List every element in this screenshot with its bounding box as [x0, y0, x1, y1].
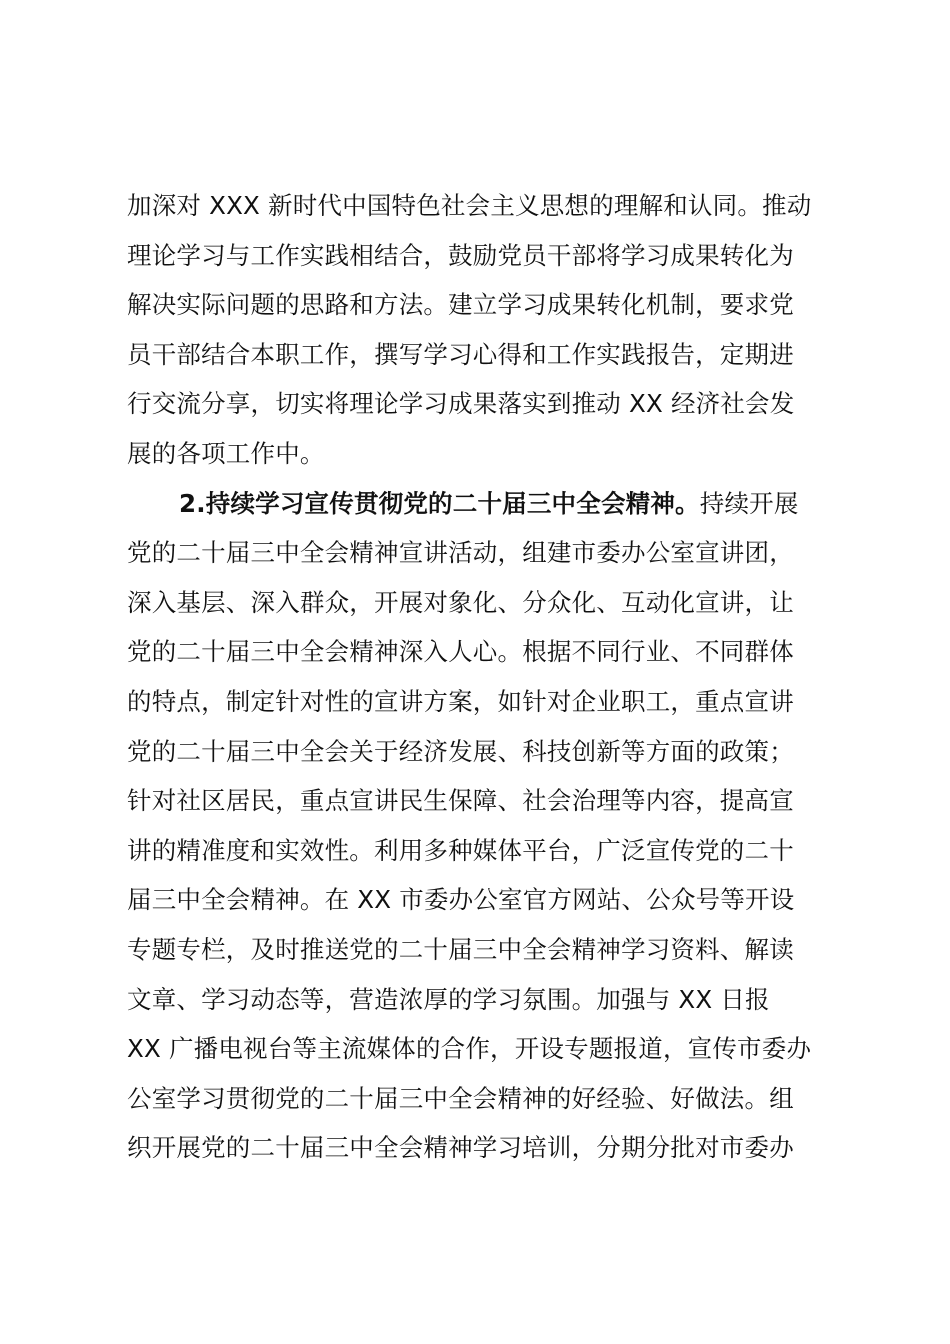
- paragraph-line: 的特点，制定针对性的宣讲方案，如针对企业职工，重点宣讲: [127, 686, 794, 716]
- paragraph-line: 解决实际问题的思路和方法。建立学习成果转化机制，要求党: [127, 290, 794, 320]
- paragraph-line: 理论学习与工作实践相结合，鼓励党员干部将学习成果转化为: [127, 240, 794, 270]
- paragraph-line: 展的各项工作中。: [127, 438, 325, 468]
- paragraph-line: 织开展党的二十届三中全会精神学习培训，分期分批对市委办: [127, 1133, 794, 1163]
- paragraph-line: 文章、学习动态等，营造浓厚的学习氛围。加强与 XX 日报: [127, 984, 770, 1014]
- paragraph-line: 党的二十届三中全会精神深入人心。根据不同行业、不同群体: [127, 637, 794, 667]
- paragraph-line: 公室学习贯彻党的二十届三中全会精神的好经验、好做法。组: [127, 1083, 794, 1113]
- body-text: [127, 181, 837, 1173]
- paragraph-line: 届三中全会精神。在 XX 市委办公室官方网站、公众号等开设: [127, 885, 795, 915]
- paragraph-line: 员干部结合本职工作，撰写学习心得和工作实践报告，定期进: [127, 339, 794, 369]
- paragraph-line: 深入基层、深入群众，开展对象化、分众化、互动化宣讲，让: [127, 587, 794, 617]
- paragraph-first-line: [127, 479, 837, 529]
- paragraph-line: 针对社区居民，重点宣讲民生保障、社会治理等内容，提高宣: [127, 786, 794, 816]
- paragraph-line: 专题专栏，及时推送党的二十届三中全会精神学习资料、解读: [127, 934, 794, 964]
- paragraph-line: 讲的精准度和实效性。利用多种媒体平台，广泛宣传党的二十: [127, 835, 794, 865]
- section-heading: 2.持续学习宣传贯彻党的二十届三中全会精神。: [179, 488, 700, 518]
- heading-continuation: 持续开展: [699, 488, 799, 518]
- paragraph-2: [127, 479, 837, 1173]
- paragraph-line: 党的二十届三中全会精神宣讲活动，组建市委办公室宣讲团，: [127, 538, 794, 568]
- paragraph-line: 行交流分享，切实将理论学习成果落实到推动 XX 经济社会发: [127, 389, 795, 419]
- paragraph-1: [127, 181, 837, 479]
- paragraph-line: 党的二十届三中全会关于经济发展、科技创新等方面的政策；: [127, 736, 794, 766]
- paragraph-line: XX 广播电视台等主流媒体的合作，开设专题报道，宣传市委办: [127, 1034, 812, 1064]
- paragraph-line: 加深对 XXX 新时代中国特色社会主义思想的理解和认同。推动: [127, 191, 812, 220]
